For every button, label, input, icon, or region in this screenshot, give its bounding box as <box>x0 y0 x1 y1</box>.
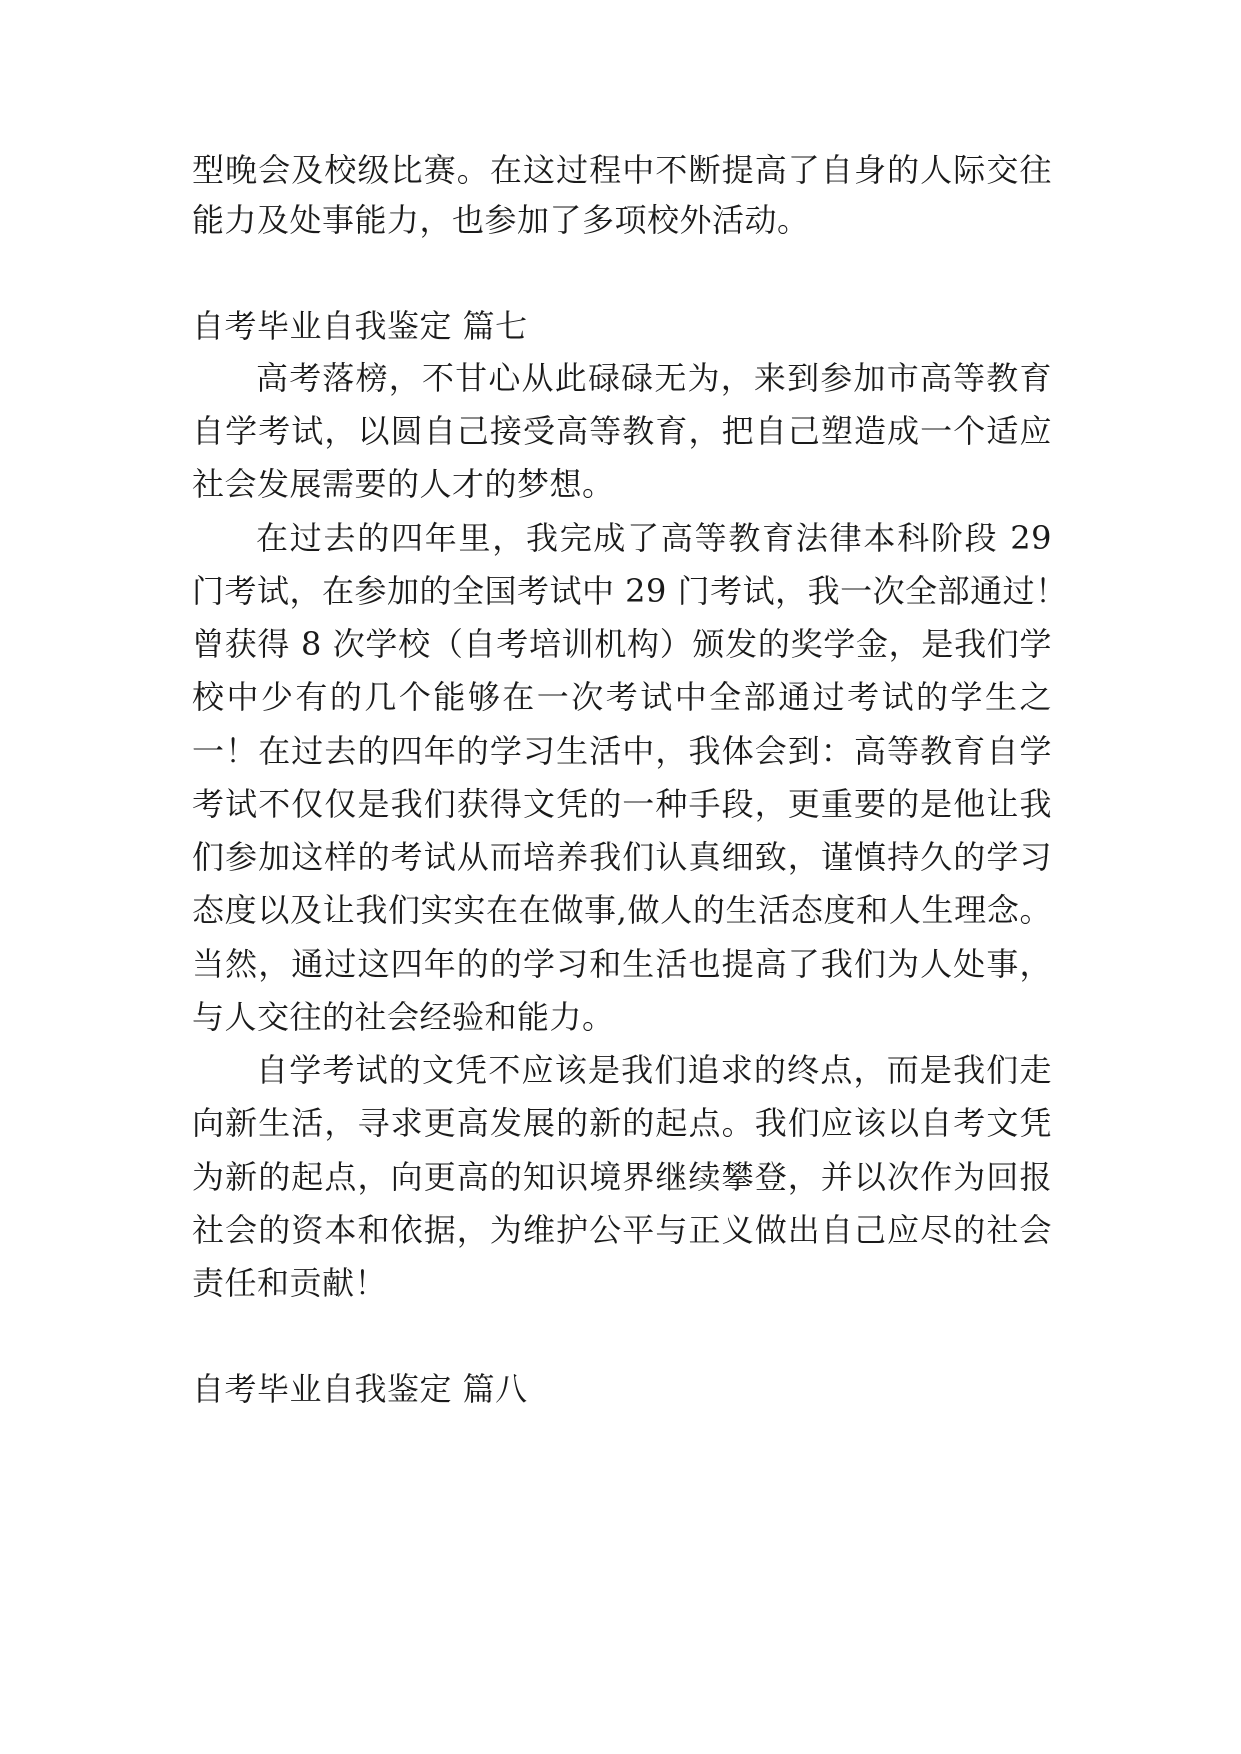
section-7-p2-line-9: 当然，通过这四年的的学习和生活也提高了我们为人处事， <box>192 945 1052 983</box>
section-7-p2-line-5: 一！在过去的四年的学习生活中，我体会到：高等教育自学 <box>192 732 1052 770</box>
section-7-p1-line-2: 自学考试，以圆自己接受高等教育，把自己塑造成一个适应 <box>192 412 1052 450</box>
section-7-p3-line-1: 自学考试的文凭不应该是我们追求的终点，而是我们走 <box>256 1051 1052 1089</box>
section-7-p2-line-7: 们参加这样的考试从而培养我们认真细致，谨慎持久的学习 <box>192 838 1052 876</box>
section-7-p2-line-8: 态度以及让我们实实在在做事,做人的生活态度和人生理念。 <box>192 891 1052 929</box>
section-7-p3-line-5: 责任和贡献！ <box>192 1264 388 1302</box>
section-7-p2-line-4: 校中少有的几个能够在一次考试中全部通过考试的学生之 <box>192 678 1052 716</box>
section-7-p2-line-10: 与人交往的社会经验和能力。 <box>192 998 615 1036</box>
section-7-p3-line-2: 向新生活，寻求更高发展的新的起点。我们应该以自考文凭 <box>192 1104 1052 1142</box>
section-7-p2-line-6: 考试不仅仅是我们获得文凭的一种手段，更重要的是他让我 <box>192 785 1052 823</box>
section-7-p2-line-1: 在过去的四年里，我完成了高等教育法律本科阶段 29 <box>256 519 1052 557</box>
section-7-heading: 自考毕业自我鉴定 篇七 <box>192 307 528 345</box>
section-7-p1-line-3: 社会发展需要的人才的梦想。 <box>192 465 615 503</box>
section-7-p3-line-4: 社会的资本和依据，为维护公平与正义做出自己应尽的社会 <box>192 1211 1052 1249</box>
intro-line-1: 型晚会及校级比赛。在这过程中不断提高了自身的人际交往 <box>192 151 1052 189</box>
intro-line-2: 能力及处事能力，也参加了多项校外活动。 <box>192 201 810 239</box>
section-7-p1-line-1: 高考落榜，不甘心从此碌碌无为，来到参加市高等教育 <box>256 359 1052 397</box>
section-7-p3-line-3: 为新的起点，向更高的知识境界继续攀登，并以次作为回报 <box>192 1158 1052 1196</box>
section-7-p2-line-2: 门考试，在参加的全国考试中 29 门考试，我一次全部通过！ <box>192 572 1068 610</box>
section-7-p2-line-3: 曾获得 8 次学校（自考培训机构）颁发的奖学金，是我们学 <box>192 625 1052 663</box>
section-8-heading: 自考毕业自我鉴定 篇八 <box>192 1370 528 1408</box>
